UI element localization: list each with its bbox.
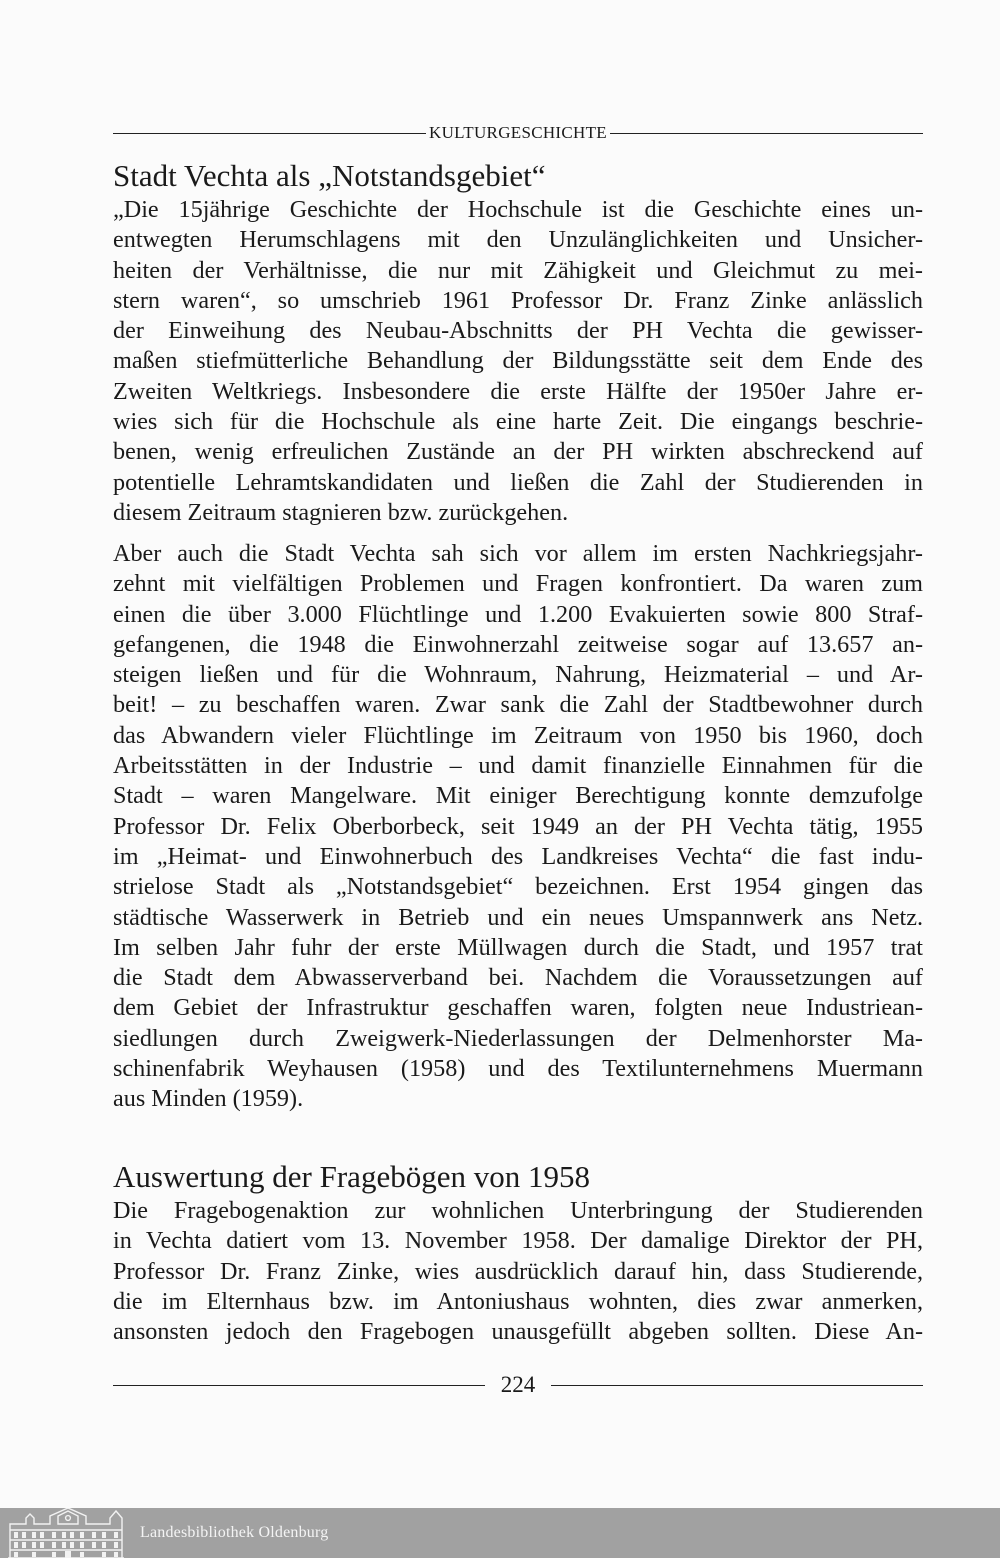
text-line: zehnt mit vielfältigen Problemen und Fragen konfrontiert. Da waren zum xyxy=(113,570,923,598)
text-line: potentielle Lehramtskandidaten und ließen die Zahl der Studierenden in xyxy=(113,468,923,496)
text-line: Im selben Jahr fuhr der erste Müllwagen durch die Stadt, und 1957 trat xyxy=(113,933,923,961)
text-line: benen, wenig erfreulichen Zustände an der PH wirkten abschreckend auf xyxy=(113,438,923,466)
section-heading-notstandsgebiet: Stadt Vechta als „Notstandsgebiet“ xyxy=(113,158,546,193)
paragraph-2 xyxy=(113,539,923,1115)
footer-rule-right xyxy=(551,1385,923,1386)
text-line: entwegten Herumschlagens mit den Unzulänglichkeiten und Unsicher- xyxy=(113,226,923,254)
text-line: die Stadt dem Abwasserverband bei. Nachdem die Voraussetzungen auf xyxy=(113,964,923,992)
page-footer xyxy=(113,1372,923,1398)
library-name: Landesbibliothek Oldenburg xyxy=(140,1524,329,1541)
text-line: das Abwandern vieler Flüchtlinge im Zeitraum von 1950 bis 1960, doch xyxy=(113,721,923,749)
header-rule-right xyxy=(610,133,923,134)
text-line: Professor Dr. Felix Oberborbeck, seit 1949 an der PH Vechta tätig, 1955 xyxy=(113,812,923,840)
library-banner xyxy=(0,1508,1000,1558)
running-head xyxy=(113,121,923,145)
text-line: Zweiten Weltkriegs. Insbesondere die erste Hälfte der 1950er Jahre er- xyxy=(113,377,923,405)
text-line: Die Fragebogenaktion zur wohnlichen Unterbringung der Studierenden xyxy=(113,1197,923,1224)
text-line: ansonsten jedoch den Fragebogen unausgefüllt abgeben sollten. Diese An- xyxy=(113,1318,923,1346)
text-line: strielose Stadt als „Notstandsgebiet“ bezeichnen. Erst 1954 gingen das xyxy=(113,873,923,901)
library-building-icon xyxy=(6,1508,131,1558)
text-line: heiten der Verhältnisse, die nur mit Zähigkeit und Gleichmut zu mei- xyxy=(113,256,923,284)
text-line: Stadt – waren Mangelware. Mit einiger Berechtigung konnte demzufolge xyxy=(113,782,923,810)
text-line: Arbeitsstätten in der Industrie – und damit finanzielle Einnahmen für die xyxy=(113,752,923,780)
text-line: Professor Dr. Franz Zinke, wies ausdrücklich darauf hin, dass Studierende, xyxy=(113,1257,923,1285)
running-head-title: KULTURGESCHICHTE xyxy=(429,123,607,142)
text-line: im „Heimat- und Einwohnerbuch des Landkreises Vechta“ die fast indu- xyxy=(113,842,923,870)
text-line: einen die über 3.000 Flüchtlinge und 1.200 Evakuierten sowie 800 Straf- xyxy=(113,600,923,628)
text-line: dem Gebiet der Infrastruktur geschaffen waren, folgten neue Industriean- xyxy=(113,994,923,1022)
text-line: stern waren“, so umschrieb 1961 Professor Dr. Franz Zinke anlässlich xyxy=(113,286,923,314)
text-line: gefangenen, die 1948 die Einwohnerzahl zeitweise sogar auf 13.657 an- xyxy=(113,630,923,658)
text-line: der Einweihung des Neubau-Abschnitts der PH Vechta die gewisser- xyxy=(113,317,923,345)
text-line: Aber auch die Stadt Vechta sah sich vor allem im ersten Nachkriegsjahr- xyxy=(113,540,923,567)
text-line: maßen stiefmütterliche Behandlung der Bildungsstätte seit dem Ende des xyxy=(113,347,923,375)
text-line: wies sich für die Hochschule als eine harte Zeit. Die eingangs beschrie- xyxy=(113,408,923,436)
footer-rule-left xyxy=(113,1385,485,1386)
text-line: „Die 15jährige Geschichte der Hochschule ist die Geschichte eines un- xyxy=(113,196,923,223)
text-line: steigen ließen und für die Wohnraum, Nahrung, Heizmaterial – und Ar- xyxy=(113,661,923,689)
text-line: in Vechta datiert vom 13. November 1958. Der damalige Direktor der PH, xyxy=(113,1227,923,1255)
text-line: schinenfabrik Weyhausen (1958) und des Textilunternehmens Muermann xyxy=(113,1055,923,1083)
section-heading-auswertung: Auswertung der Fragebögen von 1958 xyxy=(113,1159,590,1194)
header-rule-left xyxy=(113,133,426,134)
text-line: städtische Wasserwerk in Betrieb und ein neues Umspannwerk ans Netz. xyxy=(113,903,923,931)
text-line: siedlungen durch Zweigwerk-Niederlassungen der Delmenhorster Ma- xyxy=(113,1024,923,1052)
text-line: beit! – zu beschaffen waren. Zwar sank die Zahl der Stadtbewohner durch xyxy=(113,691,923,719)
page-number: 224 xyxy=(500,1372,536,1397)
paragraph-1 xyxy=(113,195,923,528)
text-line: die im Elternhaus bzw. im Antoniushaus wohnten, dies zwar anmerken, xyxy=(113,1287,923,1315)
text-line: diesem Zeitraum stagnieren bzw. zurückgehen. xyxy=(113,498,569,526)
paragraph-3 xyxy=(113,1196,923,1347)
text-line: aus Minden (1959). xyxy=(113,1085,304,1113)
